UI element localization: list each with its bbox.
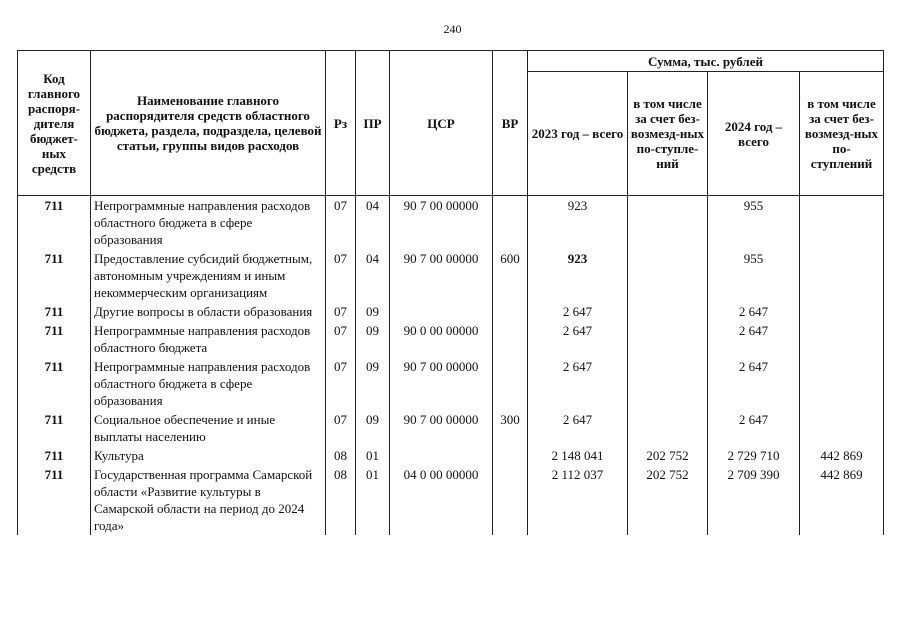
cell-2024-total: 955 [708,196,800,250]
cell-csr: 90 7 00 00000 [390,357,493,410]
cell-code: 711 [18,249,91,302]
cell-code: 711 [18,357,91,410]
cell-2024-total: 2 729 710 [708,446,800,465]
cell-2023-gratuitous [628,357,708,410]
budget-table [17,50,884,535]
table-row [18,249,884,302]
cell-vr [493,196,528,250]
table-row [18,302,884,321]
cell-rz: 07 [326,410,356,446]
cell-2023-gratuitous [628,321,708,357]
cell-2023-total: 923 [528,249,628,302]
cell-pr: 01 [356,446,390,465]
cell-pr: 09 [356,357,390,410]
cell-rz: 07 [326,302,356,321]
cell-name: Непрограммные направления расходов областного бюджета в сфере образования [91,196,326,250]
cell-2024-gratuitous [800,410,884,446]
cell-code: 711 [18,410,91,446]
cell-name: Культура [91,446,326,465]
header-2023-total: 2023 год – всего [528,72,628,196]
cell-code: 711 [18,196,91,250]
cell-2023-total: 2 112 037 [528,465,628,535]
page-number: 240 [443,22,462,36]
cell-2023-gratuitous [628,196,708,250]
cell-2023-gratuitous [628,302,708,321]
header-2024-total: 2024 год – всего [708,72,800,196]
header-sum-group: Сумма, тыс. рублей [528,51,884,72]
cell-vr [493,465,528,535]
cell-vr: 300 [493,410,528,446]
cell-name: Предоставление субсидий бюджетным, автономным учреждениям и иным некоммерческим организациям [91,249,326,302]
header-rz: Рз [326,51,356,196]
header-vr: ВР [493,51,528,196]
cell-2023-gratuitous: 202 752 [628,465,708,535]
cell-2024-total: 2 647 [708,321,800,357]
cell-pr: 09 [356,302,390,321]
cell-pr: 04 [356,249,390,302]
header-code: Код главного распоря-дителя бюджет-ных средств [18,51,91,196]
header-csr: ЦСР [390,51,493,196]
cell-2023-total: 2 647 [528,357,628,410]
cell-rz: 08 [326,465,356,535]
cell-code: 711 [18,321,91,357]
cell-2023-total: 2 647 [528,302,628,321]
cell-2024-gratuitous [800,357,884,410]
cell-2023-total: 2 647 [528,321,628,357]
cell-rz: 07 [326,321,356,357]
cell-vr: 600 [493,249,528,302]
cell-2023-total: 2 647 [528,410,628,446]
cell-pr: 01 [356,465,390,535]
cell-2023-total: 923 [528,196,628,250]
cell-pr: 09 [356,410,390,446]
cell-csr: 90 7 00 00000 [390,410,493,446]
cell-name: Непрограммные направления расходов областного бюджета в сфере образования [91,357,326,410]
cell-2024-total: 2 709 390 [708,465,800,535]
cell-2024-gratuitous: 442 869 [800,446,884,465]
cell-vr [493,302,528,321]
cell-2024-total: 2 647 [708,357,800,410]
cell-pr: 09 [356,321,390,357]
cell-vr [493,321,528,357]
cell-2023-gratuitous [628,410,708,446]
header-2023-gratuitous: в том числе за счет без-возмезд-ных по-ступле-ний [628,72,708,196]
cell-name: Непрограммные направления расходов областного бюджета [91,321,326,357]
cell-2024-gratuitous: 442 869 [800,465,884,535]
cell-csr: 90 7 00 00000 [390,249,493,302]
cell-csr [390,446,493,465]
table-row [18,465,884,535]
cell-2024-gratuitous [800,321,884,357]
table-row [18,446,884,465]
cell-csr: 90 7 00 00000 [390,196,493,250]
cell-rz: 07 [326,196,356,250]
table-row [18,357,884,410]
cell-rz: 07 [326,249,356,302]
cell-vr [493,446,528,465]
cell-csr: 90 0 00 00000 [390,321,493,357]
cell-2023-total: 2 148 041 [528,446,628,465]
table-row [18,321,884,357]
cell-csr: 04 0 00 00000 [390,465,493,535]
cell-csr [390,302,493,321]
cell-rz: 07 [326,357,356,410]
header-2024-gratuitous: в том числе за счет без-возмезд-ных по-ступлений [800,72,884,196]
table-row [18,196,884,250]
cell-2024-total: 955 [708,249,800,302]
cell-pr: 04 [356,196,390,250]
cell-rz: 08 [326,446,356,465]
cell-name: Государственная программа Самарской области «Развитие культуры в Самарской области на период до 2024 года» [91,465,326,535]
cell-name: Другие вопросы в области образования [91,302,326,321]
cell-2024-gratuitous [800,196,884,250]
cell-2024-gratuitous [800,302,884,321]
header-pr: ПР [356,51,390,196]
cell-2024-total: 2 647 [708,410,800,446]
cell-code: 711 [18,302,91,321]
cell-vr [493,357,528,410]
table-row [18,410,884,446]
cell-2024-total: 2 647 [708,302,800,321]
header-name: Наименование главного распорядителя средств областного бюджета, раздела, подраздела, целевой статьи, группы видов расходов [91,51,326,196]
cell-2023-gratuitous [628,249,708,302]
cell-code: 711 [18,465,91,535]
cell-2024-gratuitous [800,249,884,302]
cell-name: Социальное обеспечение и иные выплаты населению [91,410,326,446]
cell-code: 711 [18,446,91,465]
cell-2023-gratuitous: 202 752 [628,446,708,465]
